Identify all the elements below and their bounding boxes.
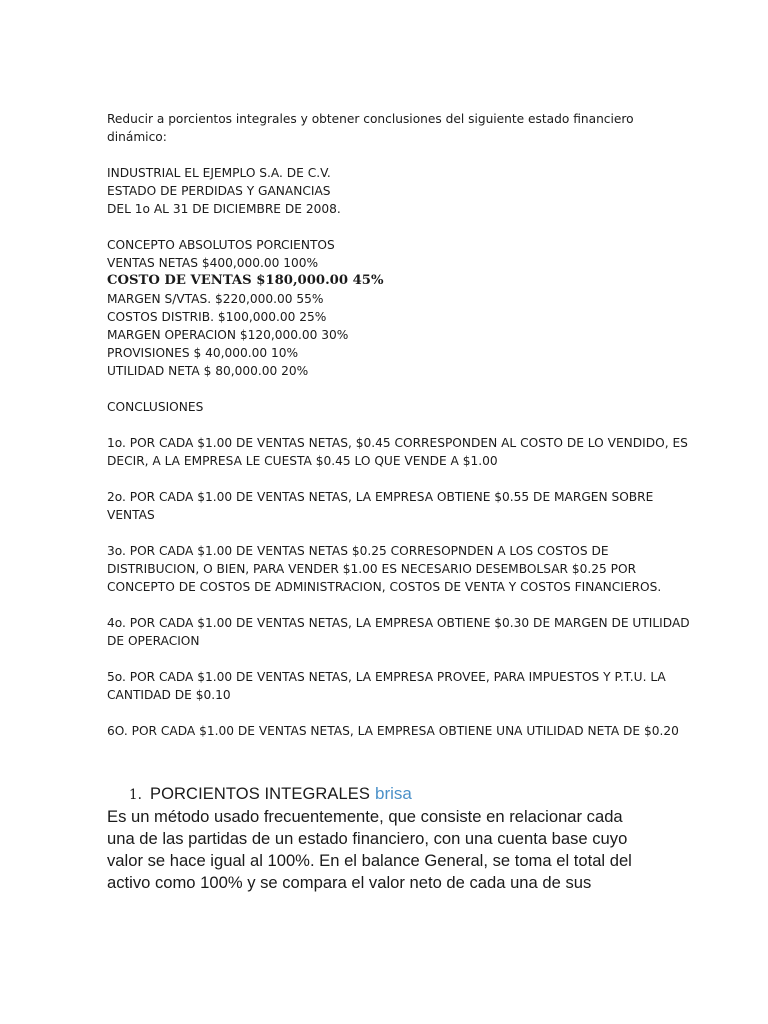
table-row-utilidad-neta: UTILIDAD NETA $ 80,000.00 20% [107,364,309,378]
list-item-number: 1. [129,787,142,803]
conclusion-4-line-1: 4o. POR CADA $1.00 DE VENTAS NETAS, LA EMPRESA OBTIENE $0.30 DE MARGEN DE UTILIDAD [107,616,690,630]
conclusion-3-line-2: DISTRIBUCION, O BIEN, PARA VENDER $1.00 ES NECESARIO DESEMBOLSAR $0.25 POR [107,562,637,576]
conclusion-4 [107,614,690,650]
body-line-2: una de las partidas de un estado financiero, con una cuenta base cuyo [107,829,628,848]
document-page [107,110,690,740]
conclusion-1 [107,434,688,470]
body-line-4: activo como 100% y se compara el valor neto de cada una de sus [107,873,592,892]
table-row-margen-operacion: MARGEN OPERACION $120,000.00 30% [107,328,349,342]
conclusion-5 [107,668,667,704]
conclusion-1-line-1: 1o. POR CADA $1.00 DE VENTAS NETAS, $0.45 CORRESPONDEN AL COSTO DE LO VENDIDO, ES [107,436,688,450]
table-row-costo-ventas: COSTO DE VENTAS $180,000.00 45% [107,273,384,288]
list-item-porcientos-integrales [107,783,667,806]
conclusion-3-line-3: CONCEPTO DE COSTOS DE ADMINISTRACION, COSTOS DE VENTA Y COSTOS FINANCIEROS. [107,580,662,594]
conclusion-2 [107,488,667,524]
conclusion-3 [107,542,667,596]
table-row-ventas-netas: VENTAS NETAS $400,000.00 100% [107,256,319,270]
conclusion-6 [107,722,679,740]
conclusion-4-line-2: DE OPERACION [107,634,200,648]
intro-line-2: dinámico: [107,130,167,144]
conclusion-2-line-1: 2o. POR CADA $1.00 DE VENTAS NETAS, LA EMPRESA OBTIENE $0.55 DE MARGEN SOBRE [107,490,654,504]
section-title: PORCIENTOS INTEGRALES [150,785,371,803]
conclusion-5-line-2: CANTIDAD DE $0.10 [107,688,231,702]
table-header: CONCEPTO ABSOLUTOS PORCIENTOS [107,238,335,252]
conclusions-heading: CONCLUSIONES [107,400,204,414]
section-body-paragraph [107,806,667,894]
brisa-link[interactable]: brisa [375,784,412,803]
conclusion-6-line-1: 6O. POR CADA $1.00 DE VENTAS NETAS, LA EMPRESA OBTIENE UNA UTILIDAD NETA DE $0.20 [107,724,679,738]
table-row-margen-ventas: MARGEN S/VTAS. $220,000.00 55% [107,292,324,306]
conclusion-3-line-1: 3o. POR CADA $1.00 DE VENTAS NETAS $0.25 CORRESOPNDEN A LOS COSTOS DE [107,544,609,558]
porcientos-section [107,783,667,894]
body-line-1: Es un método usado frecuentemente, que consiste en relacionar cada [107,807,623,826]
body-line-3: valor se hace igual al 100%. En el balance General, se toma el total del [107,851,632,870]
intro-line-1: Reducir a porcientos integrales y obtener conclusiones del siguiente estado financiero [107,112,634,126]
statement-period: DEL 1o AL 31 DE DICIEMBRE DE 2008. [107,202,341,216]
table-row-costos-distrib: COSTOS DISTRIB. $100,000.00 25% [107,310,327,324]
statement-title: ESTADO DE PERDIDAS Y GANANCIAS [107,184,331,198]
conclusion-5-line-1: 5o. POR CADA $1.00 DE VENTAS NETAS, LA EMPRESA PROVEE, PARA IMPUESTOS Y P.T.U. LA [107,670,666,684]
table-row-provisiones: PROVISIONES $ 40,000.00 10% [107,346,299,360]
conclusion-1-line-2: DECIR, A LA EMPRESA LE CUESTA $0.45 LO QUE VENDE A $1.00 [107,454,498,468]
conclusion-2-line-2: VENTAS [107,508,155,522]
company-name: INDUSTRIAL EL EJEMPLO S.A. DE C.V. [107,166,331,180]
